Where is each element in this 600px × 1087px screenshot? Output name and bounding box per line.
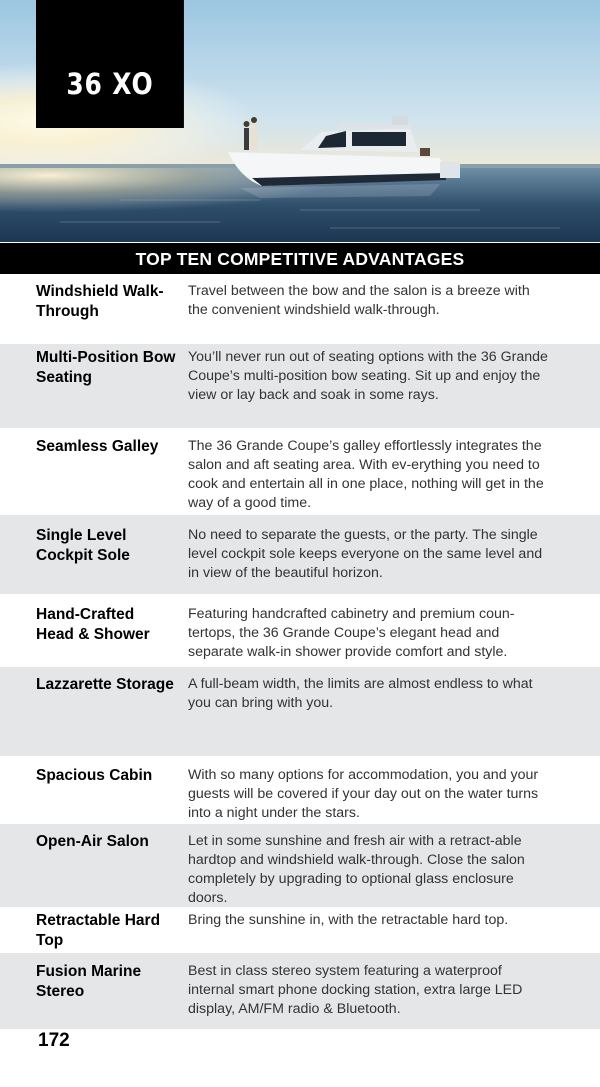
feature-row <box>0 953 600 1029</box>
feature-description: Travel between the bow and the salon is a breeze with the convenient windshield walk-through. <box>188 283 530 318</box>
feature-description: Featuring handcrafted cabinetry and premium coun-tertops, the 36 Grande Coupe’s elegant head and separate walk-in shower provide comfort and style. <box>188 606 515 660</box>
feature-description: Best in class stereo system featuring a waterproof internal smart phone docking station, extra large LED display, AM/FM radio & Bluetooth. <box>188 963 523 1017</box>
feature-name: Multi-Position Bow Seating <box>36 349 176 386</box>
feature-row <box>0 344 600 428</box>
feature-description: No need to separate the guests, or the party. The single level cockpit sole keeps everyone on the same level and in view of the beautiful horizon. <box>188 527 543 581</box>
feature-name: Hand-Crafted Head & Shower <box>36 606 150 643</box>
feature-row <box>0 594 600 667</box>
feature-name: Single Level Cockpit Sole <box>36 527 130 564</box>
feature-name: Retractable Hard Top <box>36 912 161 949</box>
feature-description: The 36 Grande Coupe’s galley effortlessly integrates the salon and aft seating area. With ev-erything you need to cook and entertain all in one place, nothing will get in the way of a good time. <box>188 438 544 511</box>
feature-row <box>0 756 600 824</box>
feature-name: Spacious Cabin <box>36 767 153 784</box>
model-name-box <box>36 0 184 128</box>
page-number: 172 <box>38 1030 70 1051</box>
feature-name: Open-Air Salon <box>36 833 149 850</box>
feature-description: Let in some sunshine and fresh air with a retract-able hardtop and windshield walk-through. Close the salon completely by upgrading to optional glass enclosure doors. <box>188 833 525 906</box>
feature-description: You’ll never run out of seating options with the 36 Grande Coupe’s multi-position bow seating. Sit up and enjoy the view or lay back and soak in some rays. <box>188 349 548 403</box>
feature-description: With so many options for accommodation, you and your guests will be covered if your day out on the water turns into a night under the stars. <box>188 767 539 821</box>
feature-row <box>0 428 600 515</box>
feature-description: Bring the sunshine in, with the retractable hard top. <box>188 912 509 928</box>
feature-row <box>0 824 600 907</box>
feature-name: Seamless Galley <box>36 438 159 455</box>
feature-name: Windshield Walk-Through <box>36 283 164 320</box>
feature-name: Fusion Marine Stereo <box>36 963 142 1000</box>
model-name: 36 XO <box>66 67 154 101</box>
feature-row <box>0 275 600 344</box>
feature-row <box>0 515 600 594</box>
feature-row <box>0 667 600 756</box>
section-banner: TOP TEN COMPETITIVE ADVANTAGES <box>0 243 600 274</box>
feature-row <box>0 907 600 953</box>
feature-description: A full-beam width, the limits are almost endless to what you can bring with you. <box>188 676 533 711</box>
feature-name: Lazzarette Storage <box>36 676 174 693</box>
